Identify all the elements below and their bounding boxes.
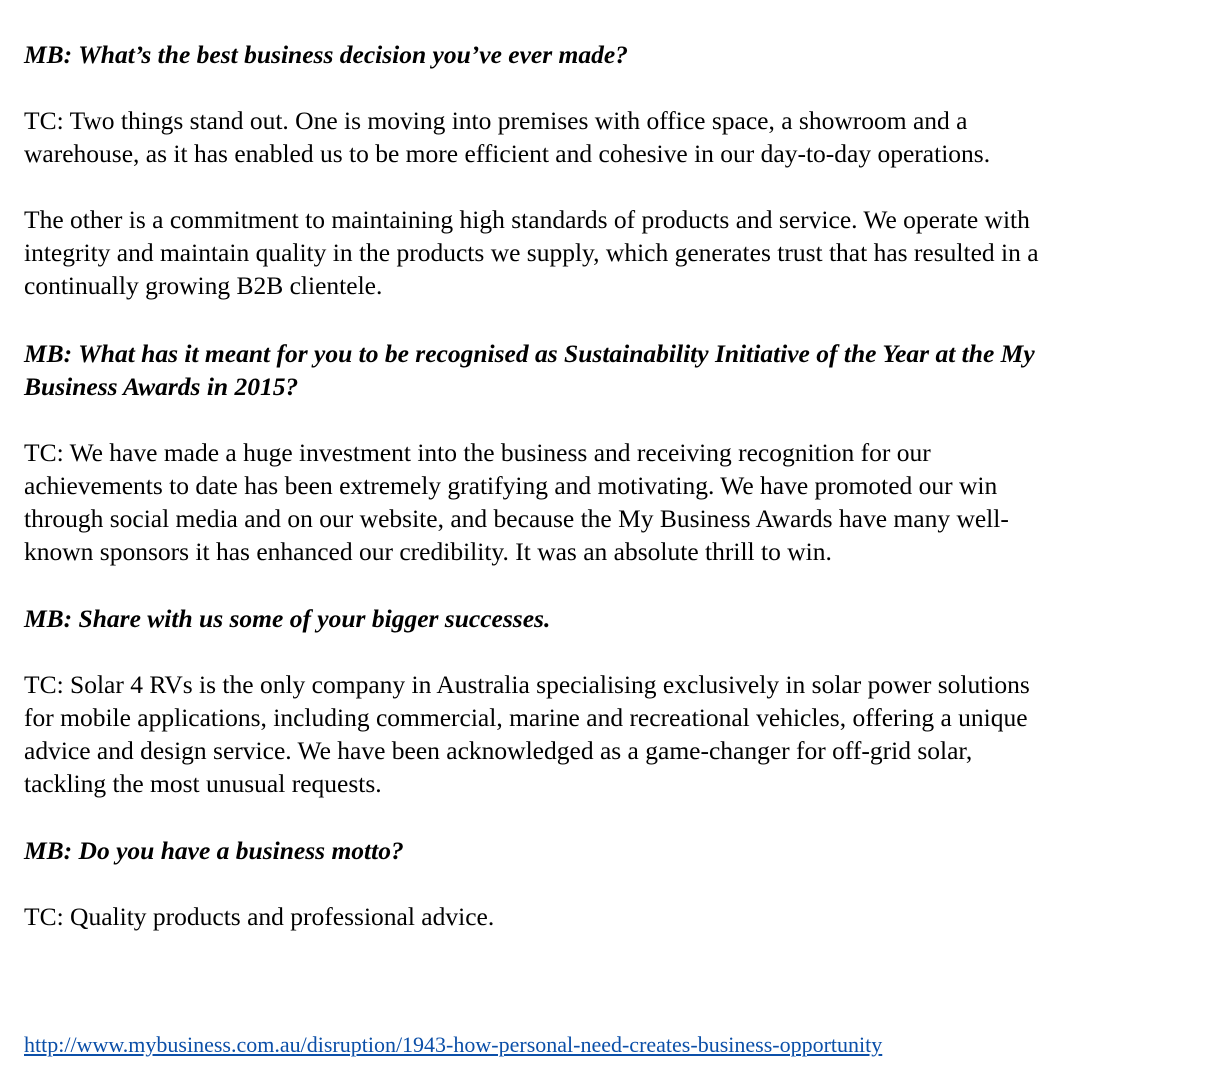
answer-line: achievements to date has been extremely gratifying and motivating. We have promoted our win <box>24 471 998 500</box>
question-line: Business Awards in 2015? <box>24 372 299 401</box>
answer-line: tackling the most unusual requests. <box>24 769 382 798</box>
answer-best-decision-part-1 <box>24 104 990 170</box>
answer-line: integrity and maintain quality in the products we supply, which generates trust that has resulted in a <box>24 238 1039 267</box>
answer-line: for mobile applications, including commercial, marine and recreational vehicles, offering a unique <box>24 703 1028 732</box>
source-link[interactable]: http://www.mybusiness.com.au/disruption/1943-how-personal-need-creates-business-opportunity <box>24 1032 883 1057</box>
answer-line: TC: We have made a huge investment into the business and receiving recognition for our <box>24 438 931 467</box>
answer-line: The other is a commitment to maintaining high standards of products and service. We operate with <box>24 205 1030 234</box>
question-line: MB: Share with us some of your bigger successes. <box>24 604 551 633</box>
question-line: MB: What’s the best business decision you’ve ever made? <box>24 40 628 69</box>
question-sustainability-award <box>24 337 1035 403</box>
answer-line: known sponsors it has enhanced our credibility. It was an absolute thrill to win. <box>24 537 832 566</box>
question-bigger-successes <box>24 602 550 635</box>
question-business-motto <box>24 834 404 867</box>
answer-line: advice and design service. We have been acknowledged as a game-changer for off-grid solar, <box>24 736 973 765</box>
answer-business-motto <box>24 900 494 933</box>
answer-line: warehouse, as it has enabled us to be more efficient and cohesive in our day-to-day operations. <box>24 139 991 168</box>
answer-line: TC: Solar 4 RVs is the only company in Australia specialising exclusively in solar power solutions <box>24 670 1030 699</box>
question-best-decision <box>24 38 628 71</box>
answer-bigger-successes <box>24 668 1030 800</box>
answer-best-decision-part-2 <box>24 203 1039 302</box>
answer-sustainability-award <box>24 436 1009 568</box>
question-line: MB: What has it meant for you to be recognised as Sustainability Initiative of the Year at the My <box>24 339 1035 368</box>
answer-line: through social media and on our website, and because the My Business Awards have many well- <box>24 504 1009 533</box>
question-line: MB: Do you have a business motto? <box>24 836 404 865</box>
answer-line: TC: Two things stand out. One is moving into premises with office space, a showroom and a <box>24 106 968 135</box>
answer-line: TC: Quality products and professional advice. <box>24 902 495 931</box>
answer-line: continually growing B2B clientele. <box>24 271 383 300</box>
